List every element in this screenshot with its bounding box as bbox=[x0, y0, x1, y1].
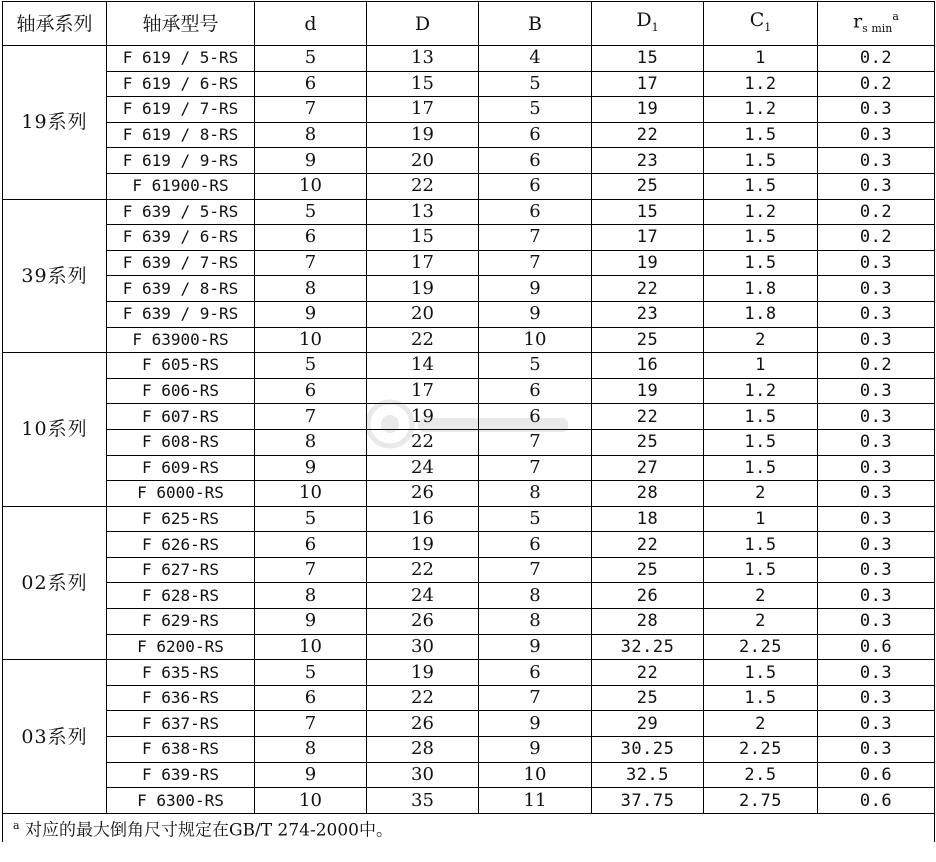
table-row bbox=[3, 429, 935, 455]
B-cell: 6 bbox=[479, 378, 592, 404]
d-cell: 5 bbox=[255, 199, 367, 225]
model-cell: F 6300-RS bbox=[107, 788, 255, 814]
D-cell: 26 bbox=[367, 711, 479, 737]
table-row bbox=[3, 506, 935, 532]
table-row bbox=[3, 711, 935, 737]
D-cell: 19 bbox=[367, 660, 479, 686]
B-cell: 8 bbox=[479, 481, 592, 507]
C1-cell: 1.2 bbox=[704, 378, 818, 404]
D1-cell: 25 bbox=[592, 685, 704, 711]
header-C1 bbox=[704, 2, 818, 46]
D-cell: 19 bbox=[367, 122, 479, 148]
C1-cell: 1.5 bbox=[704, 429, 818, 455]
table-body bbox=[3, 46, 935, 814]
d-cell: 9 bbox=[255, 148, 367, 174]
header-d: d bbox=[255, 2, 367, 46]
d-cell: 10 bbox=[255, 173, 367, 199]
D-cell: 20 bbox=[367, 301, 479, 327]
B-cell: 6 bbox=[479, 122, 592, 148]
d-cell: 5 bbox=[255, 506, 367, 532]
D-cell: 26 bbox=[367, 481, 479, 507]
D1-cell: 22 bbox=[592, 660, 704, 686]
d-cell: 5 bbox=[255, 46, 367, 72]
d-cell: 6 bbox=[255, 532, 367, 558]
model-cell: F 63900-RS bbox=[107, 327, 255, 353]
B-cell: 4 bbox=[479, 46, 592, 72]
B-cell: 6 bbox=[479, 199, 592, 225]
table-row bbox=[3, 788, 935, 814]
rs-cell: 0.6 bbox=[818, 762, 935, 788]
header-model: 轴承型号 bbox=[107, 2, 255, 46]
D1-cell: 17 bbox=[592, 71, 704, 97]
rs-cell: 0.2 bbox=[818, 46, 935, 72]
D1-cell: 16 bbox=[592, 353, 704, 379]
C1-cell: 1.5 bbox=[704, 225, 818, 251]
C1-cell: 1.5 bbox=[704, 404, 818, 430]
d-cell: 5 bbox=[255, 353, 367, 379]
B-cell: 11 bbox=[479, 788, 592, 814]
rs-cell: 0.3 bbox=[818, 583, 935, 609]
model-cell: F 628-RS bbox=[107, 583, 255, 609]
C1-cell: 1.5 bbox=[704, 557, 818, 583]
model-cell: F 619 / 9-RS bbox=[107, 148, 255, 174]
d-cell: 6 bbox=[255, 225, 367, 251]
rs-cell: 0.3 bbox=[818, 609, 935, 635]
model-cell: F 609-RS bbox=[107, 455, 255, 481]
rs-cell: 0.3 bbox=[818, 250, 935, 276]
table-row bbox=[3, 634, 935, 660]
C1-cell: 2.5 bbox=[704, 762, 818, 788]
model-cell: F 639-RS bbox=[107, 762, 255, 788]
rs-cell: 0.3 bbox=[818, 148, 935, 174]
d-cell: 8 bbox=[255, 583, 367, 609]
B-cell: 5 bbox=[479, 71, 592, 97]
D-cell: 30 bbox=[367, 762, 479, 788]
header-rs-sup: a bbox=[892, 10, 899, 24]
D1-cell: 22 bbox=[592, 276, 704, 302]
rs-cell: 0.3 bbox=[818, 660, 935, 686]
model-cell: F 61900-RS bbox=[107, 173, 255, 199]
D-cell: 15 bbox=[367, 71, 479, 97]
d-cell: 10 bbox=[255, 481, 367, 507]
model-cell: F 619 / 8-RS bbox=[107, 122, 255, 148]
C1-cell: 1.2 bbox=[704, 71, 818, 97]
table-row bbox=[3, 378, 935, 404]
table-row bbox=[3, 46, 935, 72]
table-row bbox=[3, 404, 935, 430]
B-cell: 7 bbox=[479, 429, 592, 455]
B-cell: 10 bbox=[479, 327, 592, 353]
rs-cell: 0.3 bbox=[818, 122, 935, 148]
B-cell: 9 bbox=[479, 276, 592, 302]
B-cell: 7 bbox=[479, 225, 592, 251]
header-B: B bbox=[479, 2, 592, 46]
d-cell: 7 bbox=[255, 404, 367, 430]
table-row bbox=[3, 762, 935, 788]
D1-cell: 17 bbox=[592, 225, 704, 251]
D-cell: 35 bbox=[367, 788, 479, 814]
B-cell: 6 bbox=[479, 532, 592, 558]
C1-cell: 2 bbox=[704, 609, 818, 635]
d-cell: 9 bbox=[255, 762, 367, 788]
B-cell: 8 bbox=[479, 609, 592, 635]
D1-cell: 37.75 bbox=[592, 788, 704, 814]
model-cell: F 629-RS bbox=[107, 609, 255, 635]
D-cell: 24 bbox=[367, 455, 479, 481]
header-rs-sub: s min bbox=[862, 22, 893, 36]
rs-cell: 0.3 bbox=[818, 378, 935, 404]
bearing-dimension-table bbox=[2, 1, 935, 842]
bearing-dimension-table-container bbox=[2, 1, 934, 842]
d-cell: 8 bbox=[255, 276, 367, 302]
d-cell: 8 bbox=[255, 122, 367, 148]
d-cell: 10 bbox=[255, 788, 367, 814]
D1-cell: 19 bbox=[592, 378, 704, 404]
footnote-row bbox=[3, 813, 935, 842]
C1-cell: 2.25 bbox=[704, 737, 818, 763]
rs-cell: 0.3 bbox=[818, 685, 935, 711]
D-cell: 13 bbox=[367, 199, 479, 225]
d-cell: 7 bbox=[255, 250, 367, 276]
D-cell: 17 bbox=[367, 250, 479, 276]
rs-cell: 0.3 bbox=[818, 276, 935, 302]
d-cell: 8 bbox=[255, 429, 367, 455]
model-cell: F 627-RS bbox=[107, 557, 255, 583]
table-row bbox=[3, 583, 935, 609]
D1-cell: 29 bbox=[592, 711, 704, 737]
model-cell: F 605-RS bbox=[107, 353, 255, 379]
D1-cell: 25 bbox=[592, 429, 704, 455]
C1-cell: 2 bbox=[704, 711, 818, 737]
model-cell: F 619 / 6-RS bbox=[107, 71, 255, 97]
model-cell: F 639 / 8-RS bbox=[107, 276, 255, 302]
rs-cell: 0.3 bbox=[818, 173, 935, 199]
model-cell: F 639 / 9-RS bbox=[107, 301, 255, 327]
model-cell: F 606-RS bbox=[107, 378, 255, 404]
table-row bbox=[3, 455, 935, 481]
D-cell: 19 bbox=[367, 404, 479, 430]
rs-cell: 0.3 bbox=[818, 737, 935, 763]
D1-cell: 19 bbox=[592, 97, 704, 123]
B-cell: 5 bbox=[479, 97, 592, 123]
C1-cell: 1.5 bbox=[704, 148, 818, 174]
model-cell: F 626-RS bbox=[107, 532, 255, 558]
B-cell: 6 bbox=[479, 148, 592, 174]
series-cell: 02系列 bbox=[3, 506, 107, 660]
D1-cell: 26 bbox=[592, 583, 704, 609]
D-cell: 17 bbox=[367, 378, 479, 404]
series-cell: 19系列 bbox=[3, 46, 107, 200]
D-cell: 14 bbox=[367, 353, 479, 379]
C1-cell: 2 bbox=[704, 481, 818, 507]
D1-cell: 15 bbox=[592, 199, 704, 225]
D1-cell: 32.5 bbox=[592, 762, 704, 788]
C1-cell: 1.5 bbox=[704, 250, 818, 276]
D1-cell: 22 bbox=[592, 532, 704, 558]
table-row bbox=[3, 609, 935, 635]
table-row bbox=[3, 481, 935, 507]
B-cell: 7 bbox=[479, 685, 592, 711]
d-cell: 6 bbox=[255, 71, 367, 97]
model-cell: F 637-RS bbox=[107, 711, 255, 737]
B-cell: 10 bbox=[479, 762, 592, 788]
header-C1-sub: 1 bbox=[764, 20, 772, 34]
B-cell: 6 bbox=[479, 660, 592, 686]
header-rs-base: r bbox=[853, 10, 863, 33]
model-cell: F 607-RS bbox=[107, 404, 255, 430]
rs-cell: 0.3 bbox=[818, 455, 935, 481]
rs-cell: 0.6 bbox=[818, 634, 935, 660]
model-cell: F 608-RS bbox=[107, 429, 255, 455]
C1-cell: 1.2 bbox=[704, 97, 818, 123]
model-cell: F 619 / 7-RS bbox=[107, 97, 255, 123]
D1-cell: 25 bbox=[592, 327, 704, 353]
rs-cell: 0.2 bbox=[818, 225, 935, 251]
D-cell: 22 bbox=[367, 557, 479, 583]
D1-cell: 28 bbox=[592, 481, 704, 507]
footnote-marker: a bbox=[13, 818, 20, 832]
table-row bbox=[3, 250, 935, 276]
C1-cell: 1 bbox=[704, 46, 818, 72]
d-cell: 7 bbox=[255, 711, 367, 737]
model-cell: F 638-RS bbox=[107, 737, 255, 763]
rs-cell: 0.3 bbox=[818, 429, 935, 455]
table-row bbox=[3, 199, 935, 225]
rs-cell: 0.2 bbox=[818, 199, 935, 225]
D1-cell: 22 bbox=[592, 404, 704, 430]
rs-cell: 0.3 bbox=[818, 301, 935, 327]
B-cell: 9 bbox=[479, 711, 592, 737]
D-cell: 22 bbox=[367, 685, 479, 711]
d-cell: 9 bbox=[255, 609, 367, 635]
D1-cell: 23 bbox=[592, 301, 704, 327]
model-cell: F 639 / 6-RS bbox=[107, 225, 255, 251]
D-cell: 16 bbox=[367, 506, 479, 532]
B-cell: 5 bbox=[479, 506, 592, 532]
D1-cell: 28 bbox=[592, 609, 704, 635]
C1-cell: 1.2 bbox=[704, 199, 818, 225]
table-row bbox=[3, 532, 935, 558]
D1-cell: 25 bbox=[592, 557, 704, 583]
d-cell: 10 bbox=[255, 327, 367, 353]
footnote bbox=[3, 813, 935, 842]
table-row bbox=[3, 327, 935, 353]
model-cell: F 6200-RS bbox=[107, 634, 255, 660]
rs-cell: 0.3 bbox=[818, 404, 935, 430]
d-cell: 7 bbox=[255, 557, 367, 583]
D-cell: 20 bbox=[367, 148, 479, 174]
D-cell: 22 bbox=[367, 173, 479, 199]
B-cell: 5 bbox=[479, 353, 592, 379]
header-C1-base: C bbox=[749, 8, 765, 31]
series-cell: 10系列 bbox=[3, 353, 107, 507]
header-series: 轴承系列 bbox=[3, 2, 107, 46]
C1-cell: 2.25 bbox=[704, 634, 818, 660]
D-cell: 22 bbox=[367, 429, 479, 455]
model-cell: F 619 / 5-RS bbox=[107, 46, 255, 72]
model-cell: F 6000-RS bbox=[107, 481, 255, 507]
header-rs-min bbox=[818, 2, 935, 46]
C1-cell: 2 bbox=[704, 327, 818, 353]
C1-cell: 1.5 bbox=[704, 660, 818, 686]
C1-cell: 2 bbox=[704, 583, 818, 609]
B-cell: 8 bbox=[479, 583, 592, 609]
C1-cell: 1 bbox=[704, 353, 818, 379]
table-row bbox=[3, 685, 935, 711]
D-cell: 19 bbox=[367, 276, 479, 302]
B-cell: 9 bbox=[479, 737, 592, 763]
C1-cell: 1.5 bbox=[704, 455, 818, 481]
model-cell: F 639 / 7-RS bbox=[107, 250, 255, 276]
model-cell: F 635-RS bbox=[107, 660, 255, 686]
table-row bbox=[3, 225, 935, 251]
footnote-text: 对应的最大倒角尺寸规定在GB/T 274-2000中。 bbox=[24, 820, 393, 841]
D1-cell: 30.25 bbox=[592, 737, 704, 763]
B-cell: 7 bbox=[479, 557, 592, 583]
rs-cell: 0.3 bbox=[818, 532, 935, 558]
D1-cell: 25 bbox=[592, 173, 704, 199]
B-cell: 7 bbox=[479, 250, 592, 276]
D-cell: 26 bbox=[367, 609, 479, 635]
model-cell: F 639 / 5-RS bbox=[107, 199, 255, 225]
table-row bbox=[3, 301, 935, 327]
rs-cell: 0.3 bbox=[818, 557, 935, 583]
header-D1 bbox=[592, 2, 704, 46]
table-row bbox=[3, 276, 935, 302]
d-cell: 10 bbox=[255, 634, 367, 660]
rs-cell: 0.3 bbox=[818, 97, 935, 123]
C1-cell: 1.5 bbox=[704, 122, 818, 148]
table-row bbox=[3, 660, 935, 686]
model-cell: F 625-RS bbox=[107, 506, 255, 532]
rs-cell: 0.3 bbox=[818, 711, 935, 737]
D1-cell: 19 bbox=[592, 250, 704, 276]
rs-cell: 0.3 bbox=[818, 481, 935, 507]
rs-cell: 0.6 bbox=[818, 788, 935, 814]
D-cell: 30 bbox=[367, 634, 479, 660]
d-cell: 7 bbox=[255, 97, 367, 123]
table-row bbox=[3, 71, 935, 97]
C1-cell: 1.5 bbox=[704, 173, 818, 199]
series-cell: 39系列 bbox=[3, 199, 107, 353]
D-cell: 22 bbox=[367, 327, 479, 353]
header-D1-sub: 1 bbox=[651, 20, 659, 34]
C1-cell: 2.75 bbox=[704, 788, 818, 814]
rs-cell: 0.3 bbox=[818, 327, 935, 353]
table-row bbox=[3, 353, 935, 379]
d-cell: 9 bbox=[255, 301, 367, 327]
series-cell: 03系列 bbox=[3, 660, 107, 814]
d-cell: 8 bbox=[255, 737, 367, 763]
rs-cell: 0.2 bbox=[818, 353, 935, 379]
D-cell: 24 bbox=[367, 583, 479, 609]
table-row bbox=[3, 173, 935, 199]
D1-cell: 18 bbox=[592, 506, 704, 532]
C1-cell: 1.5 bbox=[704, 532, 818, 558]
B-cell: 6 bbox=[479, 404, 592, 430]
D-cell: 28 bbox=[367, 737, 479, 763]
D-cell: 15 bbox=[367, 225, 479, 251]
D1-cell: 23 bbox=[592, 148, 704, 174]
table-row bbox=[3, 148, 935, 174]
rs-cell: 0.2 bbox=[818, 71, 935, 97]
table-row bbox=[3, 557, 935, 583]
header-row bbox=[3, 2, 935, 46]
table-row bbox=[3, 97, 935, 123]
C1-cell: 1.8 bbox=[704, 301, 818, 327]
rs-cell: 0.3 bbox=[818, 506, 935, 532]
D1-cell: 32.25 bbox=[592, 634, 704, 660]
table-row bbox=[3, 122, 935, 148]
D-cell: 17 bbox=[367, 97, 479, 123]
d-cell: 5 bbox=[255, 660, 367, 686]
d-cell: 9 bbox=[255, 455, 367, 481]
D1-cell: 27 bbox=[592, 455, 704, 481]
B-cell: 9 bbox=[479, 301, 592, 327]
B-cell: 9 bbox=[479, 634, 592, 660]
C1-cell: 1.5 bbox=[704, 685, 818, 711]
C1-cell: 1 bbox=[704, 506, 818, 532]
table-row bbox=[3, 737, 935, 763]
d-cell: 6 bbox=[255, 378, 367, 404]
D1-cell: 15 bbox=[592, 46, 704, 72]
header-D1-base: D bbox=[636, 8, 652, 31]
model-cell: F 636-RS bbox=[107, 685, 255, 711]
B-cell: 6 bbox=[479, 173, 592, 199]
B-cell: 7 bbox=[479, 455, 592, 481]
D-cell: 19 bbox=[367, 532, 479, 558]
header-D: D bbox=[367, 2, 479, 46]
C1-cell: 1.8 bbox=[704, 276, 818, 302]
D-cell: 13 bbox=[367, 46, 479, 72]
D1-cell: 22 bbox=[592, 122, 704, 148]
d-cell: 6 bbox=[255, 685, 367, 711]
